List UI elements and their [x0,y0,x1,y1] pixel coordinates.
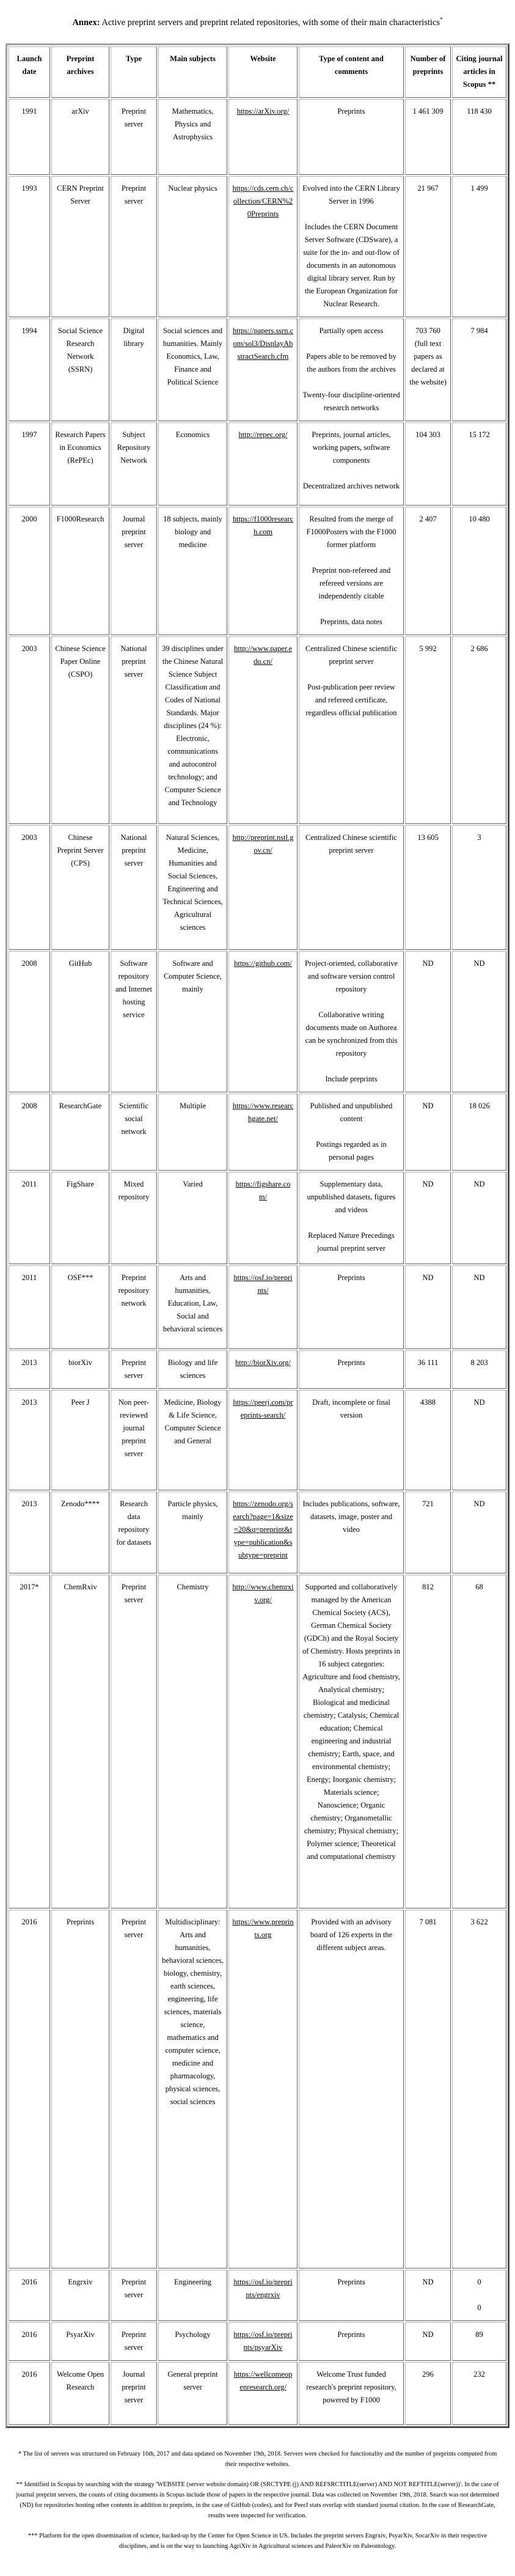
preprints-count-cell-paragraph: 21 967 [417,184,439,193]
content-cell-paragraph: Decentralized archives network [302,482,400,491]
archive-cell: FigShare [51,1172,109,1264]
citing-count-cell-paragraph: 18 026 [469,1102,490,1111]
table-row [9,1492,506,1573]
website-cell [228,1390,298,1490]
archive-cell: Research Papers in Economics (RePEc) [51,422,109,506]
archive-cell: Preprints [51,1910,109,2269]
table-row [9,176,506,317]
content-cell [299,951,404,1092]
type-cell: Journal preprint server [111,507,157,635]
website-cell [228,507,298,635]
website-link[interactable]: http://biorXiv.org/ [235,1358,291,1367]
archive-cell: Chinese Science Paper Online (CSPO) [51,636,109,824]
citing-count-cell [452,825,506,950]
content-cell-paragraph: Twenty-four discipline-oriented research networks [302,391,400,413]
website-link[interactable]: http://repec.org/ [238,430,288,440]
archive-cell: PsyarXiv [51,2322,109,2361]
launch-cell: 1991 [9,99,50,175]
content-cell [299,1094,404,1171]
subjects-cell: 18 subjects, mainly biology and medicine [158,507,227,635]
table-row [9,951,506,1092]
content-cell [299,636,404,824]
table-body [9,99,506,2425]
footnote-1: * The list of servers was structured on February 16th, 2017 and data updated on November 19th, 2018. Servers were checked for functionality and the number of preprints computed from their respective websites. [18,2451,497,2468]
preprints-count-cell [405,2322,451,2361]
type-cell: Preprint repository network [111,1265,157,1349]
type-cell: Preprint server [111,2322,157,2361]
citing-count-cell-paragraph: ND [473,1500,485,1509]
archive-cell: GitHub [51,951,109,1092]
citing-count-cell [452,2362,506,2425]
citing-count-cell [452,176,506,317]
subjects-cell: Arts and humanities, Education, Law, Social and behavioral sciences [158,1265,227,1349]
subjects-cell: Multiple [158,1094,227,1171]
preprints-count-cell-paragraph: ND [422,959,434,968]
content-cell-paragraph: Preprints [337,1358,365,1367]
content-cell-paragraph: Post-publication peer review and refereed certificate, regardless official publication [305,683,397,718]
website-link[interactable]: http://www.paper.edu.cn/ [233,644,292,666]
website-link[interactable]: https://www.researchgate.net/ [232,1102,294,1124]
website-cell [228,2362,298,2425]
citing-count-cell [452,507,506,635]
subjects-cell: Mathematics, Physics and Astrophysics [158,99,227,175]
preprints-count-cell-paragraph: 2 407 [419,515,437,524]
subjects-cell: Natural Sciences, Medicine, Humanities and Social Sciences, Engineering and Technical Sciences, Agricultural sciences [158,825,227,950]
citing-count-cell-paragraph: 2 686 [470,644,488,653]
type-cell: Research data repository for datasets [111,1492,157,1573]
type-cell: Software repository and Internet hosting service [111,951,157,1092]
title-text: Active preprint servers and preprint related repositories, with some of their main characteristics [100,17,440,28]
type-cell: Preprint server [111,1575,157,1908]
launch-cell: 2000 [9,507,50,635]
launch-cell: 2008 [9,1094,50,1171]
preprints-count-cell-paragraph: ND [422,1180,434,1189]
content-cell-paragraph: Preprints [337,2278,365,2287]
type-cell: Scientific social network [111,1094,157,1171]
archive-cell: biorXiv [51,1350,109,1389]
website-cell [228,825,298,950]
archive-cell: Engrxiv [51,2270,109,2321]
preprints-count-cell-paragraph: ND [422,2278,434,2287]
table-row [9,636,506,824]
website-link[interactable]: http://preprint.nstl.gov.cn/ [232,833,294,855]
content-cell-paragraph: Preprint non-refereed and refereed versions are independently citable [312,566,391,601]
archive-cell: arXiv [51,99,109,175]
website-link[interactable]: http://www.chemrxiv.org/ [232,1583,294,1605]
citing-count-cell-paragraph: 118 430 [467,107,492,116]
launch-cell: 2016 [9,2322,50,2361]
launch-cell: 2013 [9,1492,50,1573]
website-link[interactable]: https://osf.io/preprints/ [233,1273,293,1295]
citing-count-cell-paragraph: 3 622 [470,1918,488,1927]
content-cell [299,2362,404,2425]
preprints-count-cell-paragraph: 296 [422,2370,434,2379]
website-link[interactable]: https://wellcomeopenresearch.org/ [233,2370,293,2392]
launch-cell: 2016 [9,1910,50,2269]
content-cell-paragraph: Preprints [337,107,365,116]
launch-cell: 2013 [9,1350,50,1389]
subjects-cell: Psychology [158,2322,227,2361]
website-cell [228,176,298,317]
preprint-table [5,43,510,2428]
website-cell [228,422,298,506]
citing-count-cell-paragraph: ND [473,1180,485,1189]
citing-count-cell [452,1094,506,1171]
page-title [11,16,504,29]
preprints-count-cell [405,1575,451,1908]
preprints-count-cell [405,318,451,421]
website-cell [228,99,298,175]
website-link[interactable]: https://arXiv.org/ [236,107,290,116]
content-cell-paragraph: Supported and collaboratively managed by the American Chemical Society (ACS), German Chemical Society (GDCh) and the Royal Society of Chemistry. Hosts preprints in 16 subject categories: Agriculture and food chemistry, Analytical chemistry; Biological and medicinal chemistry; Catalysis; Chemical education; Chemical engineering and industrial chemistry; Earth, space, and environmental chemistry; Energy; Inorganic chemistry; Materials science; Nanoscience; Organic chemistry; Organometallic chemistry; Physical chemistry; Polymer science; Theoretical and computational chemistry [302,1583,400,1861]
website-link[interactable]: https://zenodo.org/search?page=1&size=20&q=preprint&type=publication&subtype=preprint [233,1500,293,1560]
content-cell [299,1575,404,1908]
header-row [9,46,506,98]
launch-cell: 1994 [9,318,50,421]
archive-cell: Welcome Open Research [51,2362,109,2425]
citing-count-cell-paragraph: 0 [477,2303,481,2313]
title-prefix: Annex: [72,17,100,28]
type-cell: Preprint server [111,1350,157,1389]
preprints-count-cell [405,1350,451,1389]
citing-count-cell [452,1910,506,2269]
content-cell [299,1350,404,1389]
preprints-count-cell [405,1094,451,1171]
citing-count-cell-paragraph: 0 [477,2278,481,2287]
launch-cell: 2013 [9,1390,50,1490]
preprints-count-cell-paragraph: 5 992 [419,644,437,653]
header-cell: Type of content and comments [299,46,404,98]
preprints-count-cell [405,2270,451,2321]
subjects-cell: Engineering [158,2270,227,2321]
type-cell: Preprint server [111,176,157,317]
footnotes [16,2449,499,2552]
preprints-count-cell [405,1492,451,1573]
launch-cell: 2011 [9,1172,50,1264]
citing-count-cell-paragraph: 232 [473,2370,485,2379]
preprints-count-cell-paragraph: 703 760 (full text papers as declared at the website) [409,326,447,387]
subjects-cell: Economics [158,422,227,506]
launch-cell: 2003 [9,636,50,824]
content-cell-paragraph: Includes publications, software, datasets, image, poster and video [302,1500,400,1534]
table-row [9,1094,506,1171]
citing-count-cell [452,2270,506,2321]
archive-cell: OSF*** [51,1265,109,1349]
content-cell-paragraph: Resulted from the merge of F1000Posters with the F1000 former platform [306,515,396,550]
content-cell [299,2322,404,2361]
launch-cell: 2016 [9,2270,50,2321]
citing-count-cell [452,1575,506,1908]
table-row [9,1575,506,1908]
table-row [9,1172,506,1264]
subjects-cell: 39 disciplines under the Chinese Natural Science Subject Classification and Codes of National Standards. Major disciplines (24 %): Electronic, communications and autocontrol technology; and Computer Science and Technology [158,636,227,824]
footnote-2: ** Identified in Scopus by searching with the strategy 'WEBSITE (server website domain) OR (SRCTYPE (j) AND REFSRCTITLE(server) AND NOT REFTITLE(server))'. In the case of journal preprint servers, the counts of citing documents in Scopus include those of papers in the respective journal. Data was collected on November 19th, 2018. Search was not determined (ND) for repositories hosting other contents in addition to preprints, in the case of GitHub (codes), and for PeerJ stats overlap with standard journal citation. In the case of ResearchGate, results were inspected for verification. [16,2481,499,2520]
citing-count-cell [452,1172,506,1264]
table-row [9,2362,506,2425]
content-cell [299,176,404,317]
content-cell-paragraph: Provided with an advisory board of 126 experts in the different subject areas. [310,1918,393,1952]
website-cell [228,1265,298,1349]
archive-cell: ResearchGate [51,1094,109,1171]
preprints-count-cell [405,2362,451,2425]
citing-count-cell [452,1492,506,1573]
archive-cell: ChemRxiv [51,1575,109,1908]
table-row [9,1910,506,2269]
website-cell [228,2322,298,2361]
header-cell: Launch date [9,46,50,98]
type-cell: Preprint server [111,99,157,175]
subjects-cell: Nuclear physics [158,176,227,317]
archive-cell: F1000Research [51,507,109,635]
citing-count-cell [452,422,506,506]
preprints-count-cell-paragraph: ND [422,2330,434,2339]
citing-count-cell [452,2322,506,2361]
content-cell-paragraph: Centralized Chinese scientific preprint server [305,644,397,666]
launch-cell: 2003 [9,825,50,950]
content-cell-paragraph: Centralized Chinese scientific preprint server [305,833,397,855]
type-cell: Preprint server [111,1910,157,2269]
citing-count-cell-paragraph: 68 [475,1583,483,1592]
content-cell-paragraph: Include preprints [325,1075,378,1084]
citing-count-cell [452,1350,506,1389]
header-cell: Main subjects [158,46,227,98]
preprints-count-cell-paragraph: 812 [422,1583,434,1592]
content-cell [299,422,404,506]
table-head [9,46,506,98]
preprints-count-cell-paragraph: 1 461 309 [412,107,444,116]
header-cell: Citing journal articles in Scopus ** [452,46,506,98]
citing-count-cell-paragraph: ND [473,1273,485,1282]
preprints-count-cell [405,507,451,635]
website-cell [228,1910,298,2269]
subjects-cell: Multidisciplinary: Arts and humanities, behavioral sciences, biology, chemistry, earth sciences, engineering, life sciences, materials science, mathematics and computer science, medicine and pharmacology, physical sciences, social sciences [158,1910,227,2269]
type-cell: Mixed repository [111,1172,157,1264]
website-link[interactable]: https://osf.io/preprints/engrxiv [233,2278,293,2300]
content-cell-paragraph: Evolved into the CERN Library Server in 1996 [302,184,400,206]
header-cell: Website [228,46,298,98]
citing-count-cell-paragraph: 89 [475,2330,483,2339]
launch-cell: 2016 [9,2362,50,2425]
citing-count-cell-paragraph: 8 203 [470,1358,488,1367]
website-cell [228,1094,298,1171]
subjects-cell: Social sciences and humanities. Mainly Economics, Law, Finance and Political Science [158,318,227,421]
preprints-count-cell-paragraph: 36 111 [417,1358,439,1367]
citing-count-cell-paragraph: 7 984 [470,326,488,336]
type-cell: National preprint server [111,825,157,950]
citing-count-cell-paragraph: 15 172 [469,430,490,440]
table-row [9,825,506,950]
content-cell-paragraph: Preprints [337,1273,365,1282]
citing-count-cell-paragraph: 1 499 [470,184,488,193]
launch-cell: 1993 [9,176,50,317]
content-cell-paragraph: Draft, incomplete or final version [312,1398,390,1420]
website-link[interactable]: https://osf.io/preprints/psyarXiv [233,2330,293,2352]
archive-cell: CERN Preprint Server [51,176,109,317]
title-footnote-marker: * [440,17,443,23]
website-link[interactable]: https://papers.ssrn.com/sol3/DisplayAbstractSearch.cfm [232,326,294,361]
citing-count-cell-paragraph: ND [473,959,485,968]
launch-cell: 2017* [9,1575,50,1908]
content-cell [299,1390,404,1490]
website-link[interactable]: https://peerj.com/preprints-search/ [233,1398,293,1420]
content-cell-paragraph: Preprints [337,2330,365,2339]
website-cell [228,951,298,1092]
citing-count-cell-paragraph: 3 [477,833,481,842]
preprints-count-cell-paragraph: 7 081 [419,1918,437,1927]
content-cell-paragraph: Published and unpublished content [310,1102,393,1124]
website-link[interactable]: https://figshare.com/ [235,1180,291,1202]
content-cell [299,2270,404,2321]
preprints-count-cell [405,176,451,317]
type-cell: Non peer-reviewed journal preprint server [111,1390,157,1490]
preprints-count-cell [405,1390,451,1490]
website-cell [228,1172,298,1264]
archive-cell: Chinese Preprint Server (CPS) [51,825,109,950]
preprints-count-cell [405,636,451,824]
table-row [9,422,506,506]
header-cell: Preprint archives [51,46,109,98]
type-cell: Preprint server [111,2270,157,2321]
type-cell: National preprint server [111,636,157,824]
citing-count-cell [452,951,506,1092]
website-link[interactable]: https://cds.cern.ch/collection/CERN%20Preprints [232,184,294,219]
preprints-count-cell [405,422,451,506]
preprints-count-cell [405,1172,451,1264]
content-cell-paragraph: Preprints, data notes [320,617,382,627]
preprints-count-cell-paragraph: 721 [422,1500,434,1509]
preprints-count-cell [405,951,451,1092]
content-cell [299,507,404,635]
content-cell-paragraph: Project-oriented, collaborative and software version control repository [304,959,398,994]
website-cell [228,1492,298,1573]
table-row [9,99,506,175]
type-cell: Journal preprint server [111,2362,157,2425]
preprints-count-cell [405,825,451,950]
subjects-cell: Biology and life sciences [158,1350,227,1389]
preprints-count-cell-paragraph: ND [422,1102,434,1111]
launch-cell: 1997 [9,422,50,506]
subjects-cell: Medicine, Biology & Life Science, Computer Science and General [158,1390,227,1490]
citing-count-cell [452,636,506,824]
table-row [9,1265,506,1349]
content-cell [299,1492,404,1573]
footnote-3: *** Platform for the open dissemination of science, backed-up by the Center for Open Science in US. Includes the preprint servers Engrxiv, PsyarXiv, SocarXiv in their respective disciplines, and is on the way to launching AgriXiv in Agricultural sciences and PaleorXiv on Paleontology. [27,2533,488,2550]
content-cell-paragraph: Includes the CERN Document Server Software (CDSware), a suite for the in- and out-flow of documents in an autonomous digital library server. Run by the European Organization for Nuclear Research. [303,223,400,309]
citing-count-cell [452,318,506,421]
content-cell-paragraph: Welcome Trust funded research's preprint repository, powered by F1000 [306,2370,396,2405]
launch-cell: 2011 [9,1265,50,1349]
preprints-count-cell [405,1910,451,2269]
content-cell [299,1910,404,2269]
archive-cell: Peer J [51,1390,109,1490]
website-link[interactable]: https://github.com/ [234,959,292,968]
table-row [9,1390,506,1490]
header-cell: Number of preprints [405,46,451,98]
content-cell-paragraph: Preprints, journal articles, working papers, software components [312,430,391,465]
type-cell: Digital library [111,318,157,421]
preprints-count-cell [405,99,451,175]
launch-cell: 2008 [9,951,50,1092]
archive-cell: Zenodo**** [51,1492,109,1573]
table-row [9,318,506,421]
website-link[interactable]: https://www.preprints.org [232,1918,294,1940]
subjects-cell: General preprint server [158,2362,227,2425]
subjects-cell: Software and Computer Science, mainly [158,951,227,1092]
citing-count-cell [452,1265,506,1349]
content-cell [299,318,404,421]
website-cell [228,1350,298,1389]
website-link[interactable]: https://f1000research.com [232,515,294,537]
table-row [9,2270,506,2321]
table-row [9,1350,506,1389]
citing-count-cell [452,99,506,175]
preprints-count-cell-paragraph: 13 605 [417,833,439,842]
content-cell [299,1172,404,1264]
citing-count-cell-paragraph: 10 480 [469,515,490,524]
archive-cell: Social Science Research Network (SSRN) [51,318,109,421]
citing-count-cell [452,1390,506,1490]
preprints-count-cell-paragraph: 104 303 [415,430,440,440]
preprints-count-cell [405,1265,451,1349]
content-cell-paragraph: Papers able to be removed by the authors from the archives [306,352,396,374]
website-cell [228,636,298,824]
content-cell [299,1265,404,1349]
content-cell-paragraph: Collaborative writing documents made on Authorea can be synchronized from this repository [305,1010,398,1058]
type-cell: Subject Repository Network [111,422,157,506]
website-cell [228,1575,298,1908]
website-cell [228,318,298,421]
citing-count-cell-paragraph: ND [473,1398,485,1407]
content-cell-paragraph: Replaced Nature Precedings journal preprint server [308,1231,395,1253]
table-row [9,2322,506,2361]
table-row [9,507,506,635]
subjects-cell: Particle physics, mainly [158,1492,227,1573]
content-cell [299,99,404,175]
content-cell-paragraph: Supplementary data, unpublished datasets, figures and videos [307,1180,396,1215]
content-cell [299,825,404,950]
preprints-count-cell-paragraph: ND [422,1273,434,1282]
header-cell: Type [111,46,157,98]
subjects-cell: Varied [158,1172,227,1264]
preprints-count-cell-paragraph: 4388 [420,1398,436,1407]
subjects-cell: Chemistry [158,1575,227,1908]
content-cell-paragraph: Postings regarded as in personal pages [316,1140,387,1162]
content-cell-paragraph: Partially open access [319,326,384,336]
website-cell [228,2270,298,2321]
